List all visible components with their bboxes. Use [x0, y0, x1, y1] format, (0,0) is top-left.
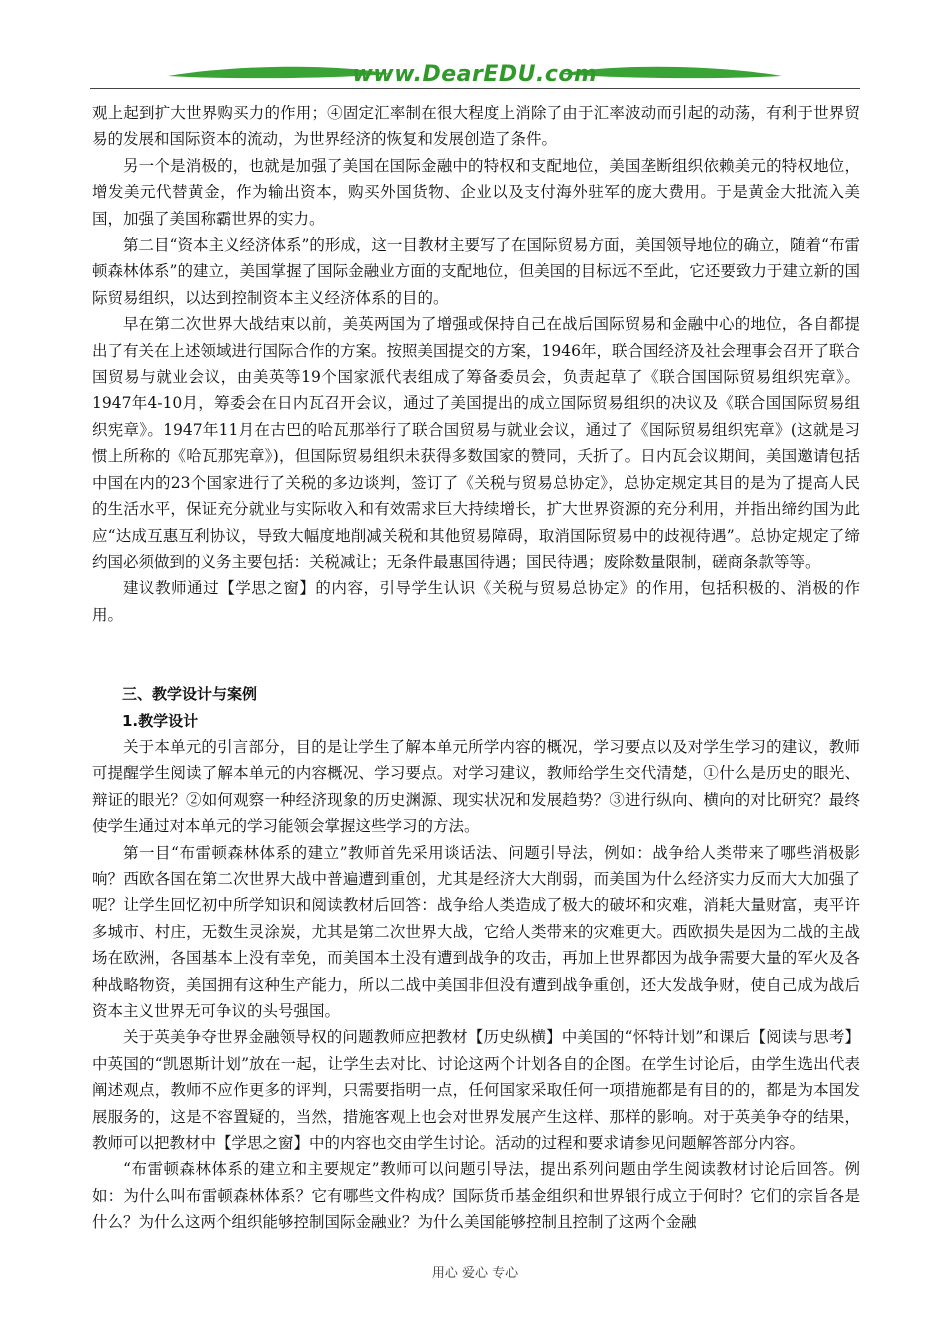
- section-gap: [92, 628, 860, 681]
- section-heading: 三、教学设计与案例: [122, 685, 258, 704]
- header-divider: [90, 88, 860, 89]
- paragraph-9: “布雷顿森林体系的建立和主要规定”教师可以问题引导法，提出系列问题由学生阅读教材讨论后回答。例如：为什么叫布雷顿森林体系？它有哪些文件构成？国际货币基金组织和世界银行成立于何时？它们的宗旨各是什么？为什么这两个组织能够控制国际金融业？为什么美国能够控制且控制了这两个金融: [92, 1160, 860, 1232]
- page-header: [90, 54, 860, 96]
- site-logo-text[interactable]: www.DearEDU.com: [352, 62, 598, 87]
- paragraph-6: 关于本单元的引言部分，目的是让学生了解本单元所学内容的概况，学习要点以及对学生学习的建议，教师可提醒学生阅读了解本单元的内容概况、学习要点。对学习建议，教师给学生交代清楚，①什么是历史的眼光、辩证的眼光？②如何观察一种经济现象的历史渊源、现实状况和发展趋势？③进行纵向、横向的对比研究？最终使学生通过对本单元的学习能领会掌握这些学习的方法。: [92, 737, 860, 836]
- paragraph-2: 另一个是消极的，也就是加强了美国在国际金融中的特权和支配地位，美国垄断组织依赖美元的特权地位，增发美元代替黄金，作为输出资本，购买外国货物、企业以及支付海外驻军的庞大费用。于是黄金大批流入美国，加强了美国称霸世界的实力。: [92, 156, 860, 228]
- paragraph-3: 第二目“资本主义经济体系”的形成，这一目教材主要写了在国际贸易方面，美国领导地位的确立，随着“布雷顿森林体系”的建立，美国掌握了国际金融业方面的支配地位，但美国的目标远不至此，它还要致力于建立新的国际贸易组织，以达到控制资本主义经济体系的目的。: [92, 236, 860, 307]
- paragraph-8: 关于英美争夺世界金融领导权的问题教师应把教材【历史纵横】中美国的“怀特计划”和课后【阅读与思考】中英国的“凯恩斯计划”放在一起，让学生去对比、讨论这两个计划各自的企图。在学生讨论后，由学生选出代表阐述观点，教师不应作更多的评判，只需要指明一点，任何国家采取任何一项措施都是有目的的，都是为本国发展服务的，这是不容置疑的，当然，措施客观上也会对世界发展产生这样、那样的影响。对于英美争夺的结果，教师可以把教材中【学思之窗】中的内容也交由学生讨论。活动的过程和要求请参见问题解答部分内容。: [92, 1028, 860, 1153]
- subsection-heading: 1.教学设计: [122, 711, 199, 730]
- page-footer: 用心 爱心 专心: [431, 1266, 519, 1281]
- paragraph-7: 第一目“布雷顿森林体系的建立”教师首先采用谈话法、问题引导法，例如：战争给人类带来了哪些消极影响？西欧各国在第二次世界大战中普遍遭到重创，尤其是经济大大削弱，而美国为什么经济实力反而大大加强了呢？让学生回忆初中所学知识和阅读教材后回答：战争给人类造成了极大的破坏和灾难，消耗大量财富，夷平许多城市、村庄，无数生灵涂炭，尤其是第二次世界大战，它给人类带来的灾难更大。西欧损失是因为二战的主战场在欧洲，各国基本上没有幸免，而美国本土没有遭到战争的攻击，再加上世界都因为战争需要大量的军火及各种战略物资，美国拥有这种生产能力，所以二战中美国非但没有遭到战争重创，还大发战争财，使自己成为战后资本主义世界无可争议的头号强国。: [92, 843, 860, 1020]
- paragraph-5: 建议教师通过【学思之窗】的内容，引导学生认识《关税与贸易总协定》的作用，包括积极的、消极的作用。: [92, 579, 860, 624]
- paragraph-1: 观上起到扩大世界购买力的作用；④固定汇率制在很大程度上消除了由于汇率波动而引起的动荡，有利于世界贸易的发展和国际资本的流动，为世界经济的恢复和发展创造了条件。: [92, 104, 860, 149]
- document-body: [92, 100, 860, 1236]
- paragraph-4: 早在第二次世界大战结束以前，美英两国为了增强或保持自己在战后国际贸易和金融中心的地位，各自都提出了有关在上述领域进行国际合作的方案。按照美国提交的方案，1946年，联合国经济及社会理事会召开了联合国贸易与就业会议，由美英等19个国家派代表组成了筹备委员会，负责起草了《联合国国际贸易组织宪章》。1947年4-10月，筹委会在日内瓦召开会议，通过了美国提出的成立国际贸易组织的决议及《联合国国际贸易组织宪章》。1947年11月在古巴的哈瓦那举行了联合国贸易与就业会议，通过了《国际贸易组织宪章》(这就是习惯上所称的《哈瓦那宪章》)，但国际贸易组织未获得多数国家的赞同，夭折了。日内瓦会议期间，美国邀请包括中国在内的23个国家进行了关税的多边谈判，签订了《关税与贸易总协定》，总协定规定其目的是为了提高人民的生活水平，保证充分就业与实际收入和有效需求巨大持续增长，扩大世界资源的充分利用，并指出缔约国为此应“达成互惠互利协议，导致大幅度地削减关税和其他贸易障碍，取消国际贸易中的歧视待遇”。总协定规定了缔约国必须做到的义务主要包括：关税减让；无条件最惠国待遇；国民待遇；废除数量限制，磋商条款等等。: [92, 315, 860, 571]
